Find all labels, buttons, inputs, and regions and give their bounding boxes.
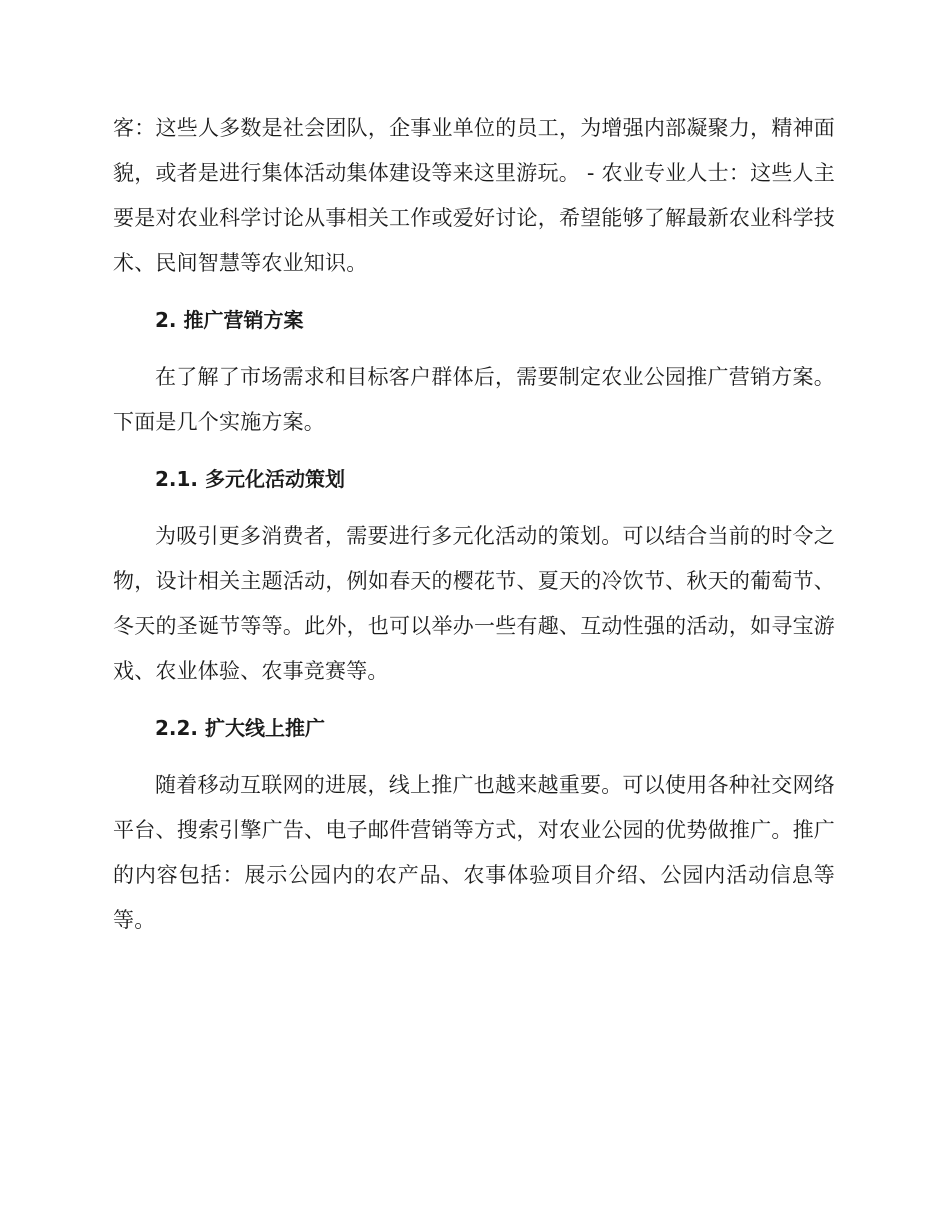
paragraph-promotion-intro: 在了解了市场需求和目标客户群体后，需要制定农业公园推广营销方案。下面是几个实施方案。 (113, 365, 835, 434)
paragraph-customers-continued: 客：这些人多数是社会团队，企事业单位的员工，为增强内部凝聚力，精神面貌，或者是进行集体活动集体建设等来这里游玩。 - 农业专业人士：这些人主要是对农业科学讨论从事相关工作或爱好讨论，希望能够了解最新农业科学技术、民间智慧等农业知识。 (113, 116, 835, 275)
paragraph-online-promotion: 随着移动互联网的进展，线上推广也越来越重要。可以使用各种社交网络平台、搜索引擎广告、电子邮件营销等方式，对农业公园的优势做推广。推广的内容包括：展示公园内的农产品、农事体验项目介绍、公园内活动信息等等。 (113, 773, 835, 932)
heading-promotion-plan: 2. 推广营销方案 (155, 308, 304, 332)
heading-online-promotion: 2.2. 扩大线上推广 (155, 716, 325, 740)
paragraph-diversified-activities: 为吸引更多消费者，需要进行多元化活动的策划。可以结合当前的时令之物，设计相关主题活动，例如春天的樱花节、夏天的冷饮节、秋天的葡萄节、冬天的圣诞节等等。此外，也可以举办一些有趣、互动性强的活动，如寻宝游戏、农业体验、农事竞赛等。 (113, 524, 835, 683)
heading-diversified-activities: 2.1. 多元化活动策划 (155, 467, 345, 491)
document-body (113, 106, 835, 955)
